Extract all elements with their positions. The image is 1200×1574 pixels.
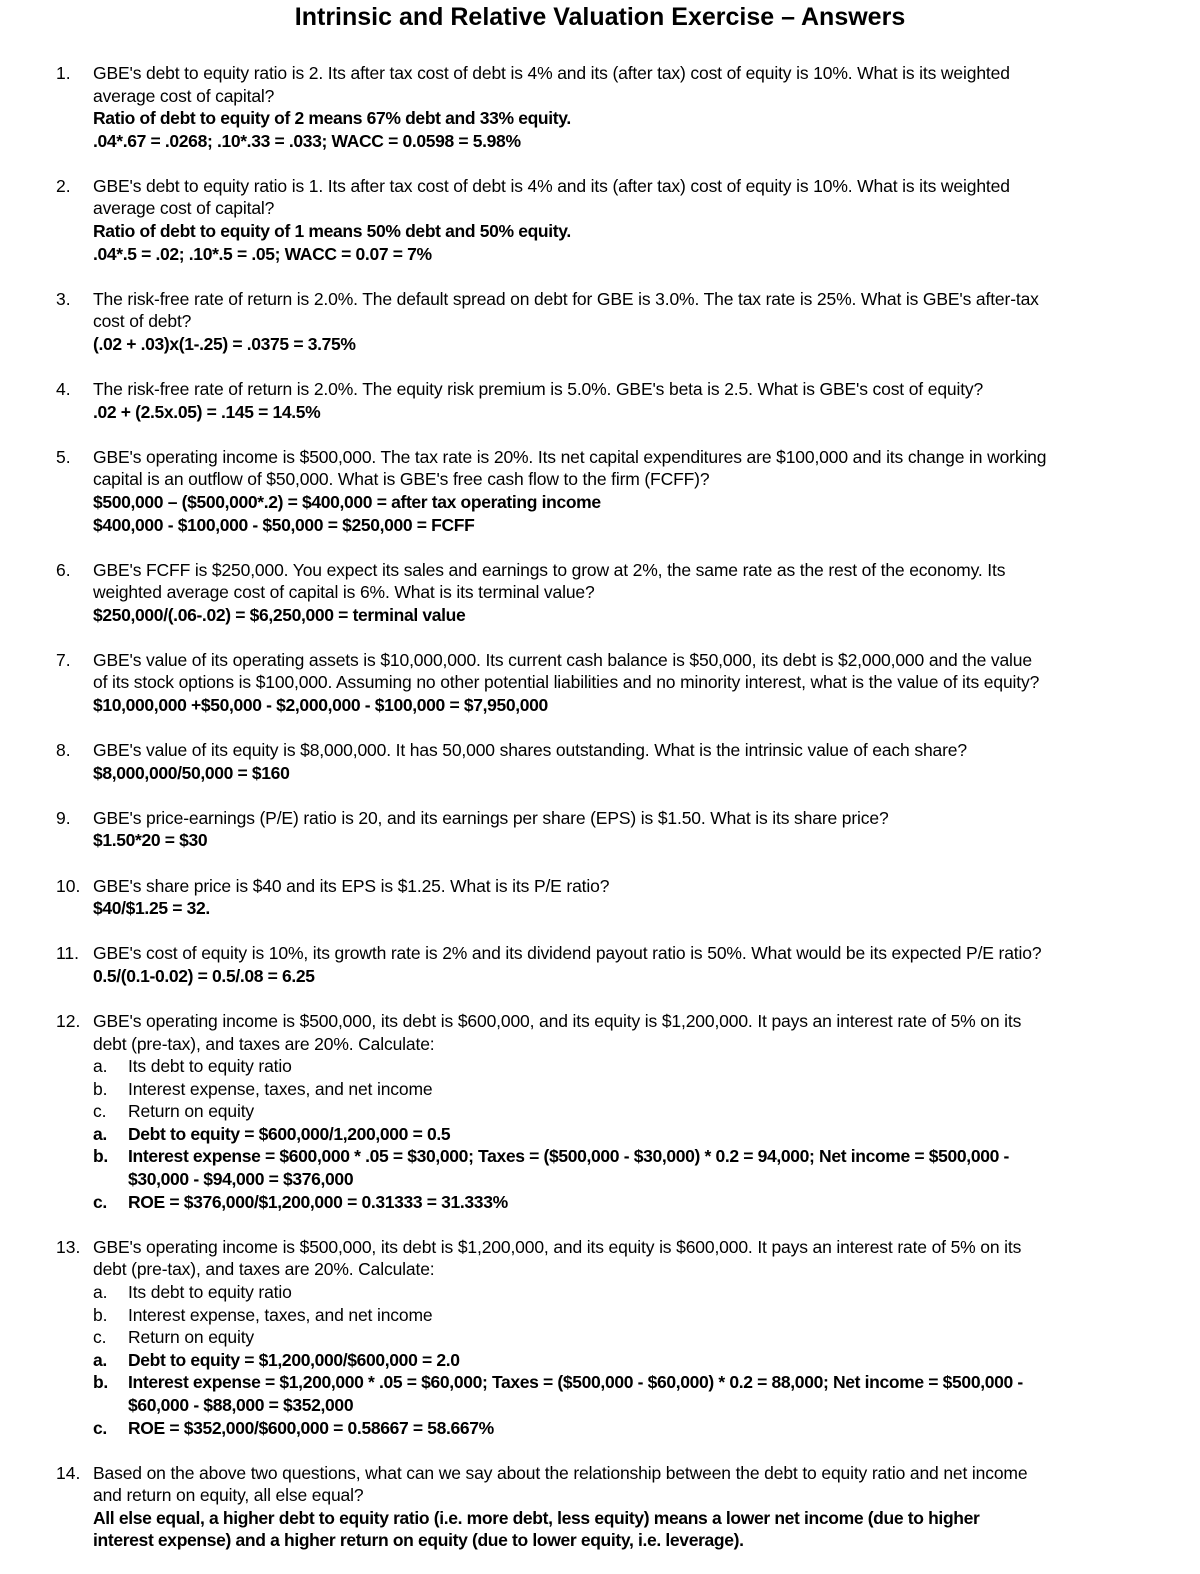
question-text: GBE's debt to equity ratio is 2. Its after tax cost of debt is 4% and its (after tax) cost of equity is 10%. What is its weighted [93,63,1010,83]
question-text: The risk-free rate of return is 2.0%. The default spread on debt for GBE is 3.0%. The tax rate is 25%. What is GBE's after-tax [93,288,1039,309]
question-text: debt (pre-tax), and taxes are 20%. Calculate: [93,1033,435,1054]
question-number: 4. [56,379,71,400]
question-text: GBE's debt to equity ratio is 1. Its after tax cost of debt is 4% and its (after tax) cost of equity is 10%. What is its weighted [93,175,1010,196]
sub-question-text: Interest expense, taxes, and net income [128,1078,433,1099]
answer-text: $1.50*20 = $30 [93,830,208,851]
sub-answer [93,1394,1188,1417]
answer-text: $250,000/(.06-.02) = $6,250,000 = terminal value [93,604,466,625]
answer-text: (.02 + .03)x(1-.25) = .0375 = 3.75% [93,333,356,354]
question-text: GBE's value of its operating assets is $10,000,000. Its current cash balance is $50,000, its debt is $2,000,000 and the value [93,649,1032,670]
sub-question-text: Its debt to equity ratio [128,1281,292,1302]
sub-answer [93,1123,1188,1146]
sub-answer-label: b. [93,1372,108,1393]
answer-text: interest expense) and a higher return on equity (due to lower equity, i.e. leverage). [93,1530,744,1551]
question-item [56,1462,1188,1552]
sub-answer [93,1145,1188,1168]
sub-question-text: Return on equity [128,1327,255,1348]
answer-text: Ratio of debt to equity of 2 means 67% debt and 33% equity. [93,108,571,129]
sub-answer-text: ROE = $376,000/$1,200,000 = 0.31333 = 31.333% [128,1191,508,1212]
page-title: Intrinsic and Relative Valuation Exercise – Answers [294,3,906,31]
question-item [56,875,1188,920]
sub-question [93,1055,1188,1078]
sub-answer-text: $30,000 - $94,000 = $376,000 [128,1169,354,1190]
sub-answer-text: Interest expense = $1,200,000 * .05 = $60,000; Taxes = ($500,000 - $60,000) * 0.2 = 88,000; Net income = $500,000 - [128,1372,1023,1393]
sub-question-label: b. [93,1304,108,1325]
question-text: GBE's cost of equity is 10%, its growth rate is 2% and its dividend payout ratio is 50%. What would be its expected P/E ratio? [93,943,1042,964]
question-text: cost of debt? [93,311,192,332]
question-number: 7. [56,649,71,670]
sub-answer-label: c. [93,1191,107,1212]
sub-question-text: Return on equity [128,1101,255,1122]
question-list [56,62,1188,1574]
question-text: capital is an outflow of $50,000. What is GBE's free cash flow to the firm (FCFF)? [93,469,710,490]
sub-answer-text: Debt to equity = $1,200,000/$600,000 = 2.0 [128,1349,460,1370]
question-item [56,739,1188,784]
question-item [56,807,1188,852]
question-number: 10. [56,875,81,896]
sub-answer-label: a. [93,1349,107,1370]
sub-question-label: a. [93,1056,108,1077]
question-item [56,288,1188,356]
sub-question [93,1078,1188,1101]
question-item [56,378,1188,423]
sub-question-label: b. [93,1078,108,1099]
sub-question [93,1281,1188,1304]
answer-text: All else equal, a higher debt to equity ratio (i.e. more debt, less equity) means a lower net income (due to higher [93,1507,980,1528]
sub-answer-text: $60,000 - $88,000 = $352,000 [128,1394,354,1415]
sub-question [93,1100,1188,1123]
sub-question-text: Interest expense, taxes, and net income [128,1304,433,1325]
question-number: 13. [56,1236,81,1257]
question-text: The risk-free rate of return is 2.0%. The equity risk premium is 5.0%. GBE's beta is 2.5. What is GBE's cost of equity? [93,379,984,400]
question-text: GBE's share price is $40 and its EPS is $1.25. What is its P/E ratio? [93,875,610,896]
sub-question-label: a. [93,1281,108,1302]
answer-text: 0.5/(0.1-0.02) = 0.5/.08 = 6.25 [93,965,315,986]
sub-answer [93,1349,1188,1372]
question-item [56,649,1188,717]
question-text: average cost of capital? [93,198,275,219]
answer-text: $500,000 – ($500,000*.2) = $400,000 = after tax operating income [93,491,601,512]
sub-answer-text: Interest expense = $600,000 * .05 = $30,000; Taxes = ($500,000 - $30,000) * 0.2 = 94,000; Net income = $500,000 - [128,1146,1009,1167]
sub-question [93,1326,1188,1349]
sub-answer [93,1191,1188,1214]
question-number: 12. [56,1010,81,1031]
question-text: Based on the above two questions, what can we say about the relationship between the debt to equity ratio and net income [93,1462,1028,1483]
answer-text: $400,000 - $100,000 - $50,000 = $250,000 = FCFF [93,514,475,535]
question-item [56,1010,1188,1213]
sub-answer-label: c. [93,1417,107,1438]
question-item [56,446,1188,536]
question-text: weighted average cost of capital is 6%. What is its terminal value? [93,582,595,603]
answer-text: .02 + (2.5x.05) = .145 = 14.5% [93,401,321,422]
question-item [56,175,1188,265]
sub-answer-label: a. [93,1123,107,1144]
sub-answer [93,1417,1188,1440]
answer-text: $10,000,000 +$50,000 - $2,000,000 - $100,000 = $7,950,000 [93,695,548,716]
sub-question-text: Its debt to equity ratio [128,1056,292,1077]
question-item [56,1236,1188,1439]
question-number: 3. [56,288,71,309]
question-item [56,62,1188,152]
sub-answer-text: ROE = $352,000/$600,000 = 0.58667 = 58.667% [128,1417,494,1438]
question-item [56,942,1188,987]
question-item [56,559,1188,627]
question-number: 9. [56,807,71,828]
question-text: of its stock options is $100,000. Assuming no other potential liabilities and no minority interest, what is the value of its equity? [93,672,1040,693]
question-text: GBE's operating income is $500,000, its debt is $1,200,000, and its equity is $600,000. It pays an interest rate of 5% on its [93,1236,1022,1257]
question-number: 5. [56,446,71,467]
answer-text: .04*.5 = .02; .10*.5 = .05; WACC = 0.07 = 7% [93,243,432,264]
question-text: and return on equity, all else equal? [93,1485,364,1506]
question-number: 2. [56,175,71,196]
sub-answer [93,1168,1188,1191]
question-number: 8. [56,740,71,761]
answer-text: .04*.67 = .0268; .10*.33 = .033; WACC = 0.0598 = 5.98% [93,130,521,151]
question-number: 14. [56,1462,81,1483]
question-number: 1. [56,63,71,83]
question-text: GBE's operating income is $500,000, its debt is $600,000, and its equity is $1,200,000. It pays an interest rate of 5% on its [93,1010,1022,1031]
question-text: GBE's price-earnings (P/E) ratio is 20, and its earnings per share (EPS) is $1.50. What is its share price? [93,807,889,828]
answer-text: $8,000,000/50,000 = $160 [93,762,290,783]
sub-question [93,1304,1188,1327]
sub-answer-text: Debt to equity = $600,000/1,200,000 = 0.5 [128,1123,451,1144]
question-text: GBE's value of its equity is $8,000,000. It has 50,000 shares outstanding. What is the intrinsic value of each share? [93,740,967,761]
question-text: debt (pre-tax), and taxes are 20%. Calculate: [93,1259,435,1280]
question-text: GBE's operating income is $500,000. The tax rate is 20%. Its net capital expenditures are $100,000 and its change in working [93,446,1047,467]
sub-answer [93,1371,1188,1394]
sub-question-label: c. [93,1327,107,1348]
sub-answer-label: b. [93,1146,108,1167]
question-text: GBE's FCFF is $250,000. You expect its sales and earnings to grow at 2%, the same rate as the rest of the economy. Its [93,559,1006,580]
question-text: average cost of capital? [93,85,275,106]
question-number: 11. [56,943,80,964]
answer-text: Ratio of debt to equity of 1 means 50% debt and 50% equity. [93,221,571,242]
question-number: 6. [56,559,71,580]
sub-question-label: c. [93,1101,107,1122]
answer-text: $40/$1.25 = 32. [93,898,210,919]
